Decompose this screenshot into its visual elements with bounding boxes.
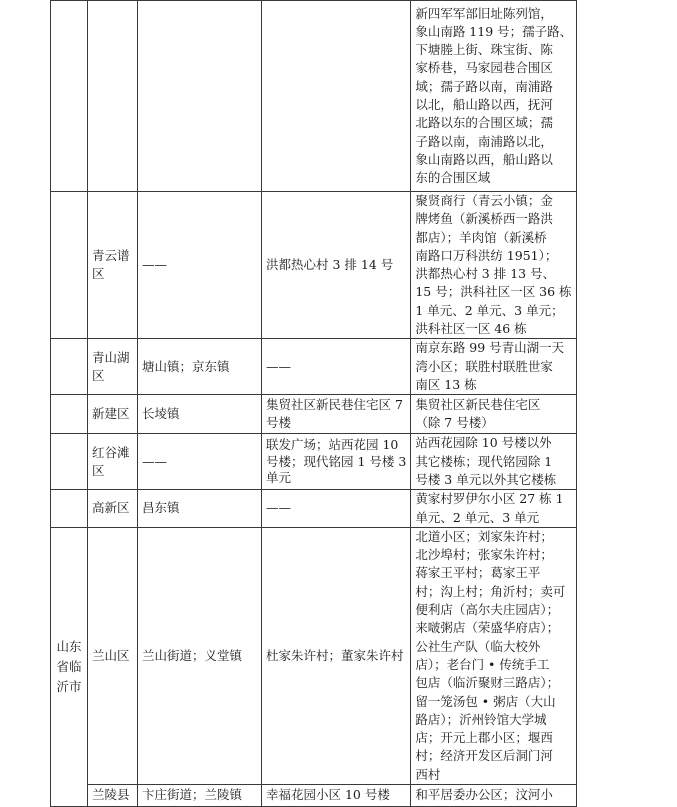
town-cell: 兰山街道；义堂镇 [138, 527, 262, 784]
cell-text-line: 象山南路以西，船山路以 [415, 151, 553, 167]
cell-text-line: 南京东路 99 号青山湖一天 [415, 340, 565, 356]
town-cell: —— [138, 192, 262, 339]
province-cell-empty [51, 434, 88, 490]
cell-text-line: 洪科社区一区 46 栋 [415, 321, 527, 337]
sealed-area-cell: —— [262, 490, 411, 528]
cell-text-line: 号楼 [266, 415, 292, 431]
cell-text-line: 号楼；现代铭园 1 号楼 3 [266, 453, 407, 469]
cell-text-line: 站西花园除 10 号楼以外 [415, 435, 552, 451]
province-cell-empty [51, 1, 88, 192]
cell-text-line: 北路以东的合围区域；孺 [415, 115, 553, 131]
district-cell [88, 192, 138, 339]
town-cell: —— [138, 434, 262, 490]
town-cell: 卞庄街道；兰陵镇 [138, 785, 262, 807]
cell-text-line: （除 7 号楼） [415, 415, 494, 431]
table-row [51, 785, 577, 807]
cell-text-line: 子路以南，南浦路以北， [415, 133, 553, 149]
cell-text-line: 域；孺子路以南，南浦路 [415, 78, 553, 94]
cell-text-line: 路店）；沂州铃馆大学城 [415, 711, 547, 727]
cell-text-line: 单元 [266, 470, 292, 486]
cell-text-line: 洪都热心村 3 排 13 号、 [415, 266, 556, 282]
risk-area-table [50, 0, 577, 807]
province-cell-empty [51, 192, 88, 339]
town-cell [138, 1, 262, 192]
district-cell [88, 1, 138, 192]
cell-text-line: 南路口万科洪纺 1951）； [415, 247, 558, 263]
cell-text-line: 红谷滩 [92, 444, 130, 460]
cell-text-line: 来啵粥店（荣盛华府店）； [415, 620, 560, 636]
cell-text-line: 联发广场；站西花园 10 [266, 437, 399, 453]
cell-text-line: 东的合围区域 [415, 170, 491, 186]
cell-text-line: 集贸社区新民巷住宅区 [415, 397, 541, 413]
cell-text-line: 湾小区；联胜村联胜世家 [415, 358, 553, 374]
cell-text-line: 蒋家王平村；葛家王平 [415, 565, 541, 581]
cell-text-line: 北道小区；刘家朱许村； [415, 528, 553, 544]
control-area-cell [411, 785, 577, 807]
cell-text-line: 区 [92, 462, 105, 478]
sealed-area-cell: 幸福花园小区 10 号楼 [262, 785, 411, 807]
district-cell [88, 527, 138, 784]
control-area-cell [411, 395, 577, 434]
cell-text-line: 留一笼汤包 • 粥店（大山 [415, 693, 556, 709]
sealed-area-cell [262, 1, 411, 192]
table-row [51, 192, 577, 339]
cell-text-line: 青山湖 [92, 349, 130, 365]
province-cell-empty [51, 339, 88, 395]
sealed-area-cell: —— [262, 339, 411, 395]
district-cell [88, 434, 138, 490]
district-cell [88, 490, 138, 528]
province-cell-empty [51, 395, 88, 434]
cell-text-line: 1 单元、2 单元、3 单元； [415, 302, 564, 318]
table-row [51, 527, 577, 784]
province-cell-empty [51, 490, 88, 528]
cell-text-line: 下塘塍上街、珠宝街、陈 [415, 42, 553, 58]
sealed-area-cell: 洪都热心村 3 排 14 号 [262, 192, 411, 339]
district-cell [88, 785, 138, 807]
cell-text-line: 新建区 [92, 406, 130, 422]
cell-text-line: 聚贤商行（青云小镇；金 [415, 193, 553, 208]
cell-text-line: 村；经济开发区后洞门河 [415, 748, 553, 764]
cell-text-line: 号楼 3 单元以外其它楼栋 [415, 471, 557, 487]
cell-text-line: 南区 13 栋 [415, 377, 477, 393]
sealed-area-cell [262, 434, 411, 490]
cell-text-line: 集贸社区新民巷住宅区 7 [266, 397, 403, 413]
cell-text-line: 区 [92, 367, 105, 383]
control-area-cell [411, 527, 577, 784]
cell-text-line: 牌烤鱼（新溪桥西一路洪 [415, 211, 553, 227]
table-row [51, 490, 577, 528]
cell-text-line: 高新区 [92, 500, 130, 516]
control-area-cell [411, 192, 577, 339]
town-cell: 塘山镇；京东镇 [138, 339, 262, 395]
cell-text-line: 和平居委办公区；汶河小 [415, 787, 553, 803]
table-row [51, 434, 577, 490]
town-cell: 长堎镇 [138, 395, 262, 434]
cell-text-line: 15 号；洪科社区一区 36 栋 [415, 284, 572, 300]
cell-text-line: 青云谱 [92, 247, 130, 263]
cell-text-line: 包店（临沂聚财三路店）； [415, 675, 560, 691]
cell-text-line: 区 [92, 266, 105, 282]
cell-text-line: 单元、2 单元、3 单元 [415, 509, 540, 525]
cell-text-line: 象山南路 119 号；孺子路、 [415, 23, 573, 39]
cell-text-line: 其它楼栋；现代铭园除 1 [415, 453, 553, 469]
district-cell [88, 395, 138, 434]
control-area-cell [411, 1, 577, 192]
control-area-cell [411, 339, 577, 395]
control-area-cell [411, 434, 577, 490]
table-row [51, 339, 577, 395]
cell-text-line: 北沙埠村；张家朱许村； [415, 547, 553, 563]
cell-text-line: 以北，船山路以西，抚河 [415, 97, 553, 112]
cell-text-line: 新四军军部旧址陈列馆， [415, 5, 553, 21]
cell-text-line: 店；开元上郡小区；堰西 [415, 730, 553, 746]
table-row [51, 1, 577, 192]
cell-text-line: 黄家村罗伊尔小区 27 栋 1 [415, 491, 564, 507]
cell-text-line: 家桥巷，马家园巷合围区 [415, 60, 553, 76]
cell-text-line: 西村 [415, 766, 441, 782]
cell-text-line: 公社生产队（临大校外 [415, 638, 541, 654]
control-area-cell [411, 490, 577, 528]
sealed-area-cell: 杜家朱许村；董家朱许村 [262, 527, 411, 784]
province-cell: 山东省临沂市 [51, 527, 88, 806]
cell-text-line: 店）；老台门 • 传统手工 [415, 656, 550, 672]
cell-text-line: 兰陵县 [92, 787, 130, 803]
town-cell: 昌东镇 [138, 490, 262, 528]
cell-text-line: 兰山区 [92, 647, 130, 663]
cell-text-line: 便利店（高尔夫庄园店）； [415, 602, 560, 618]
district-cell [88, 339, 138, 395]
sealed-area-cell [262, 395, 411, 434]
table-row [51, 395, 577, 434]
cell-text-line: 都店）；羊肉馆（新溪桥 [415, 229, 547, 245]
cell-text-line: 村；沟上村；角沂村；卖可 [415, 583, 566, 599]
